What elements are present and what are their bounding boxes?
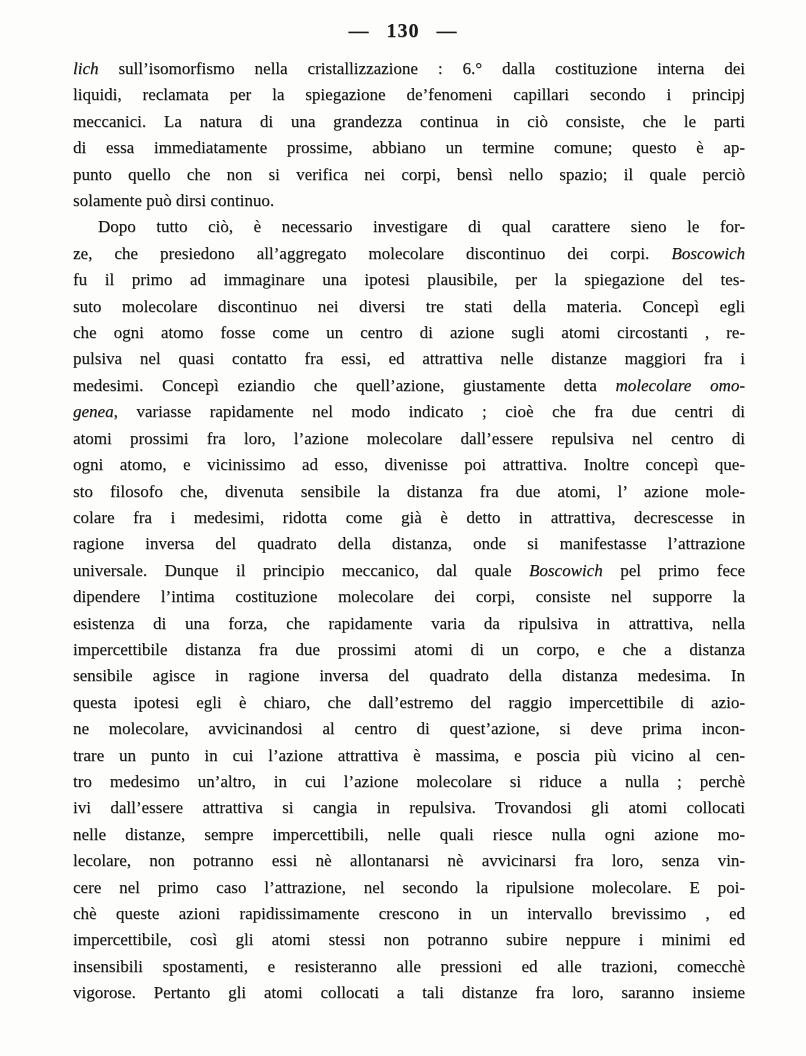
page-number-header: — 130 — xyxy=(348,20,458,42)
text-line xyxy=(73,82,745,108)
text-run: esistenza di una forza, che rapidamente varia da ripulsiva in attrattiva, nella xyxy=(73,613,745,633)
text-line xyxy=(73,848,745,874)
italic-text-run: genea xyxy=(73,402,114,422)
text-run: medesimi. Concepì eziandio che quell’azione, giustamente detta xyxy=(73,375,616,395)
text-line xyxy=(73,663,745,689)
text-run: trare un punto in cui l’azione attrattiva è massima, e poscia più vicino al cen- xyxy=(73,745,745,765)
text-run: pulsiva nel quasi contatto fra essi, ed attrattiva nelle distanze maggiori fra i xyxy=(73,349,745,369)
text-run: dipendere l’intima costituzione molecolare dei corpi, consiste nel supporre la xyxy=(73,587,745,607)
text-line xyxy=(73,795,745,821)
text-run: colare fra i medesimi, ridotta come già è detto in attrattiva, decrescesse in xyxy=(73,507,745,527)
text-run: atomi prossimi fra loro, l’azione molecolare dall’essere repulsiva nel centro di xyxy=(73,428,745,448)
text-run: impercettibile, così gli atomi stessi non potranno subire neppure i minimi ed xyxy=(73,930,745,950)
text-line xyxy=(73,716,745,742)
text-run: universale. Dunque il principio meccanico, dal quale xyxy=(73,560,530,580)
text-line xyxy=(73,769,745,795)
text-run: lecolare, non potranno essi nè allontanarsi nè avvicinarsi fra loro, senza vin- xyxy=(73,851,745,871)
text-line xyxy=(73,954,745,980)
text-line xyxy=(73,399,745,425)
text-run: suto molecolare discontinuo nei diversi tre stati della materia. Concepì egli xyxy=(73,296,745,316)
text-line xyxy=(73,56,745,82)
text-line xyxy=(73,822,745,848)
text-line xyxy=(73,743,745,769)
text-line xyxy=(73,690,745,716)
text-line xyxy=(73,584,745,610)
text-run: , variasse rapidamente nel modo indicato ; cioè che fra due centri di xyxy=(113,402,745,422)
text-run: ze, che presiedono all’aggregato molecolare discontinuo dei corpi. xyxy=(73,243,672,263)
text-line xyxy=(73,188,745,214)
text-run: solamente può dirsi continuo. xyxy=(73,191,275,211)
italic-text-run: molecolare omo- xyxy=(615,375,745,395)
text-run: liquidi, reclamata per la spiegazione de’fenomeni capillari secondo i principj xyxy=(73,85,745,105)
text-run: ogni atomo, e vicinissimo ad esso, divenisse poi attrattiva. Inoltre concepì que- xyxy=(73,455,745,475)
text-run: cere nel primo caso l’attrazione, nel secondo la ripulsione molecolare. E poi- xyxy=(73,877,745,897)
text-line xyxy=(73,980,745,1006)
text-run: impercettibile distanza fra due prossimi atomi di un corpo, e che a distanza xyxy=(73,639,745,659)
italic-text-run: lich xyxy=(73,59,99,78)
text-run: pel primo fece xyxy=(602,560,745,580)
text-line xyxy=(73,320,745,346)
text-line xyxy=(73,531,745,557)
text-run: di essa immediatamente prossime, abbiano un termine comune; questo è ap- xyxy=(73,138,745,158)
text-run: Dopo tutto ciò, è necessario investigare di qual carattere sieno le for- xyxy=(98,217,745,237)
text-line xyxy=(73,109,745,135)
text-line xyxy=(73,426,745,452)
text-line xyxy=(73,373,745,399)
text-run: sensibile agisce in ragione inversa del quadrato della distanza medesima. In xyxy=(73,666,745,686)
text-line xyxy=(73,875,745,901)
text-line xyxy=(73,901,745,927)
text-line xyxy=(73,162,745,188)
text-line xyxy=(73,637,745,663)
text-body xyxy=(73,56,745,1007)
text-run: ragione inversa del quadrato della distanza, onde si manifestasse l’attrazione xyxy=(73,534,745,554)
text-line xyxy=(73,346,745,372)
text-line xyxy=(73,927,745,953)
text-run: punto quello che non si verifica nei corpi, bensì nello spazio; il quale perciò xyxy=(73,164,745,184)
text-line xyxy=(73,505,745,531)
text-run: vigorose. Pertanto gli atomi collocati a tali distanze fra loro, saranno insieme xyxy=(73,983,745,1003)
text-line xyxy=(73,241,745,267)
text-line xyxy=(73,479,745,505)
text-line xyxy=(73,452,745,478)
italic-text-run: Boscowich xyxy=(671,243,745,263)
text-run: fu il primo ad immaginare una ipotesi plausibile, per la spiegazione del tes- xyxy=(73,270,745,290)
text-run: meccanici. La natura di una grandezza continua in ciò consiste, che le parti xyxy=(73,111,745,131)
text-run: nelle distanze, sempre impercettibili, nelle quali riesce nulla ogni azione mo- xyxy=(73,824,745,844)
text-line xyxy=(73,558,745,584)
text-line xyxy=(73,611,745,637)
text-line xyxy=(73,267,745,293)
text-line xyxy=(73,135,745,161)
text-run: sto filosofo che, divenuta sensibile la distanza fra due atomi, l’ azione mole- xyxy=(73,481,745,501)
text-run: questa ipotesi egli è chiaro, che dall’estremo del raggio impercettibile di azio- xyxy=(73,692,745,712)
text-run: sull’isomorfismo nella cristallizzazione : 6.° dalla costituzione interna dei xyxy=(98,59,745,78)
text-run: che ogni atomo fosse come un centro di azione sugli atomi circostanti , re- xyxy=(73,323,745,343)
text-run: chè queste azioni rapidissimamente crescono in un intervallo brevissimo , ed xyxy=(73,904,745,923)
italic-text-run: Boscowich xyxy=(529,560,603,580)
text-line xyxy=(73,214,745,240)
text-run: insensibili spostamenti, e resisteranno alle pressioni ed alle trazioni, comecchè xyxy=(73,956,745,976)
text-run: ne molecolare, avvicinandosi al centro di quest’azione, si deve prima incon- xyxy=(73,719,745,739)
text-run: tro medesimo un’altro, in cui l’azione molecolare si riduce a nulla ; perchè xyxy=(73,771,745,791)
text-line xyxy=(73,294,745,320)
text-run: ivi dall’essere attrattiva si cangia in repulsiva. Trovandosi gli atomi collocati xyxy=(73,798,745,818)
